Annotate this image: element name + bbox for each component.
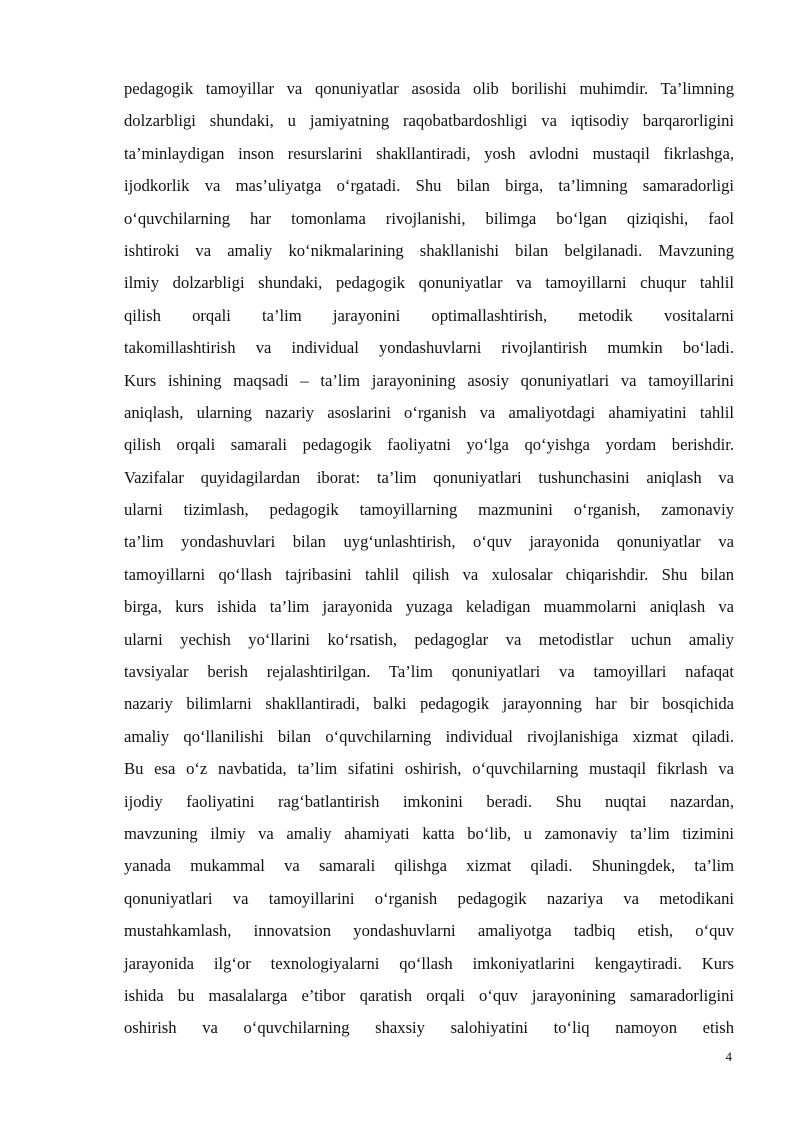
text-line: ijodkorlik va mas’uliyatga o‘rgatadi. Shu bilan birga, ta’limning samaradorligi (124, 176, 734, 196)
text-line: birga, kurs ishida ta’lim jarayonida yuzaga keladigan muammolarni aniqlash va (124, 597, 734, 617)
text-line: ta’lim yondashuvlari bilan uyg‘unlashtirish, o‘quv jarayonida qonuniyatlar va (124, 532, 734, 552)
body-paragraph (124, 76, 734, 1048)
text-line: nazariy bilimlarni shakllantiradi, balki pedagogik jarayonning har bir bosqichida (124, 694, 734, 714)
text-line: pedagogik tamoyillar va qonuniyatlar asosida olib borilishi muhimdir. Ta’limning (124, 79, 734, 98)
text-line: ijodiy faoliyatini rag‘batlantirish imkonini beradi. Shu nuqtai nazardan, (124, 791, 734, 811)
text-line: oshirish va o‘quvchilarning shaxsiy salohiyatini to‘liq namoyon etish (124, 1018, 734, 1038)
text-line: ishtiroki va amaliy ko‘nikmalarining shakllanishi bilan belgilanadi. Mavzuning (124, 240, 734, 260)
text-line: qilish orqali samarali pedagogik faoliyatni yo‘lga qo‘yishga yordam berishdir. (124, 435, 734, 455)
text-line: ularni yechish yo‘llarini ko‘rsatish, pedagoglar va metodistlar uchun amaliy (124, 629, 734, 649)
text-line: mavzuning ilmiy va amaliy ahamiyati katta bo‘lib, u zamonaviy ta’lim tizimini (124, 823, 734, 843)
text-line: aniqlash, ularning nazariy asoslarini o‘rganish va amaliyotdagi ahamiyatini tahlil (124, 402, 734, 422)
text-line: yanada mukammal va samarali qilishga xizmat qiladi. Shuningdek, ta’lim (124, 856, 734, 876)
text-line: Vazifalar quyidagilardan iborat: ta’lim qonuniyatlari tushunchasini aniqlash va (124, 467, 734, 487)
text-line: Bu esa o‘z navbatida, ta’lim sifatini oshirish, o‘quvchilarning mustaqil fikrlash va (124, 759, 734, 779)
text-line: ilmiy dolzarbligi shundaki, pedagogik qonuniyatlar va tamoyillarni chuqur tahlil (124, 273, 734, 293)
text-line: ta’minlaydigan inson resurslarini shakllantiradi, yosh avlodni mustaqil fikrlashga, (124, 143, 734, 163)
text-line: ularni tizimlash, pedagogik tamoyillarning mazmunini o‘rganish, zamonaviy (124, 500, 734, 520)
text-line: mustahkamlash, innovatsion yondashuvlarni amaliyotga tadbiq etish, o‘quv (124, 921, 734, 941)
text-line: o‘quvchilarning har tomonlama rivojlanishi, bilimga bo‘lgan qiziqishi, faol (124, 208, 734, 228)
text-line: Kurs ishining maqsadi – ta’lim jarayonining asosiy qonuniyatlari va tamoyillarini (124, 370, 734, 390)
text-line: dolzarbligi shundaki, u jamiyatning raqobatbardoshligi va iqtisodiy barqarorligini (124, 111, 734, 131)
text-line: qilish orqali ta’lim jarayonini optimallashtirish, metodik vositalarni (124, 305, 734, 325)
text-line: ishida bu masalalarga e’tibor qaratish orqali o‘quv jarayonining samaradorligini (124, 985, 734, 1005)
text-line: jarayonida ilg‘or texnologiyalarni qo‘llash imkoniyatlarini kengaytiradi. Kurs (124, 953, 734, 973)
text-line: tamoyillarni qo‘llash tajribasini tahlil qilish va xulosalar chiqarishdir. Shu bilan (124, 564, 734, 584)
page-number: 4 (725, 1049, 732, 1064)
text-line: amaliy qo‘llanilishi bilan o‘quvchilarning individual rivojlanishiga xizmat qiladi. (124, 726, 734, 746)
text-line: qonuniyatlari va tamoyillarini o‘rganish pedagogik nazariya va metodikani (124, 888, 734, 908)
text-line: tavsiyalar berish rejalashtirilgan. Ta’lim qonuniyatlari va tamoyillari nafaqat (124, 662, 734, 682)
text-line: takomillashtirish va individual yondashuvlarni rivojlantirish mumkin bo‘ladi. (124, 338, 734, 358)
